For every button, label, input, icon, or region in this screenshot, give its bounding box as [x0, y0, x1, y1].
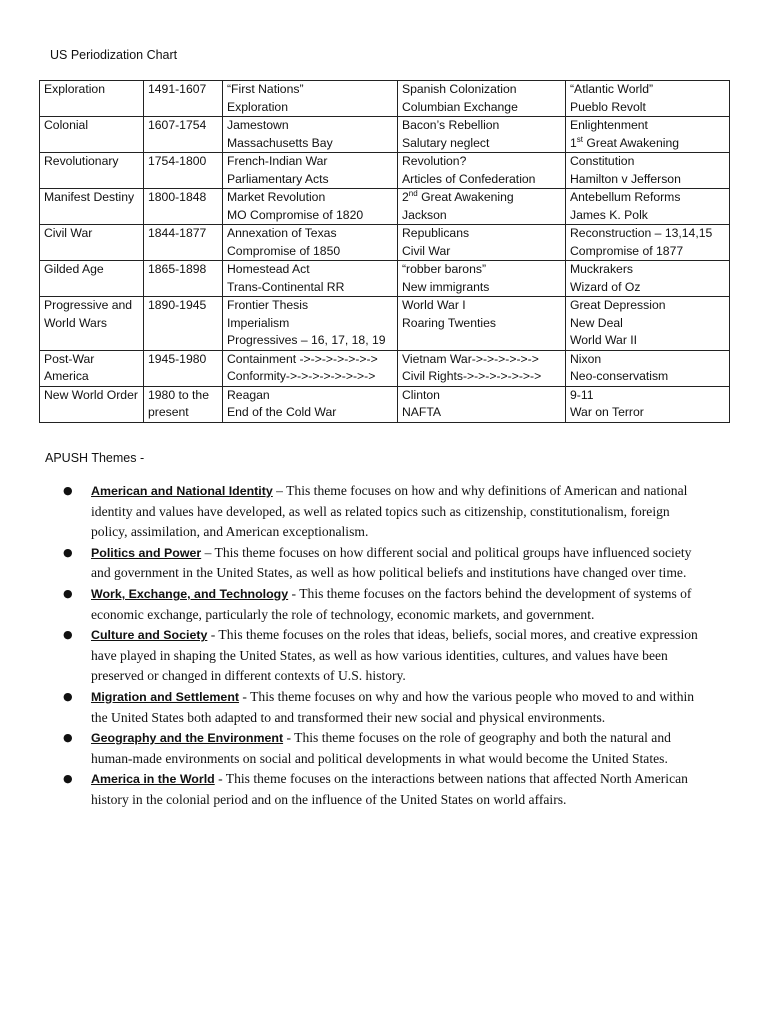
period-dates-cell [144, 117, 223, 153]
period-dates: 1607-1754 [148, 118, 207, 132]
period-col3-cell [223, 297, 398, 351]
theme-name: America in the World [91, 772, 215, 787]
period-event: Roaring Twenties [402, 315, 496, 330]
period-name-cell [40, 189, 144, 225]
theme-description: - This theme focuses on the interactions between nations that affected North American history in the colonial period and on the influence of the United States on world affairs. [91, 771, 688, 807]
theme-item [0, 769, 768, 810]
bullet-icon: ● [63, 731, 73, 745]
period-event: Jackson [402, 207, 447, 222]
period-name-cell [40, 225, 144, 261]
period-event: Civil War [402, 243, 451, 258]
period-col4-cell [398, 350, 566, 386]
period-event: NAFTA [402, 405, 442, 419]
periodization-table [39, 80, 730, 423]
periodization-table-body [40, 81, 730, 423]
period-col5-cell [566, 81, 730, 117]
table-row [40, 350, 730, 386]
theme-description: – This theme focuses on how and why definitions of American and national identity and values have developed, as well as related topics such as citizenship, constitutionalism, foreign policy, assimilation, and American exceptionalism. [91, 483, 688, 540]
period-event: Bacon’s Rebellion [402, 118, 500, 132]
period-event: 2nd Great Awakening [402, 188, 514, 204]
period-event: Articles of Confederation [402, 171, 536, 186]
period-dates: 1800-1848 [148, 190, 207, 204]
period-name-cell [40, 153, 144, 189]
period-col5-cell [566, 261, 730, 297]
period-col5-cell [566, 386, 730, 422]
bullet-icon: ● [63, 484, 73, 497]
period-event: Salutary neglect [402, 135, 490, 150]
theme-description: – This theme focuses on how different social and political groups have influenced society and government in the United States, as well as how political beliefs and institutions have changed over time. [91, 544, 692, 581]
period-event: Progressives – 16, 17, 18, 19 [227, 333, 386, 347]
period-event: Compromise of 1877 [570, 243, 684, 258]
period-event: World War I [402, 298, 466, 312]
bullet-icon: ● [63, 586, 73, 600]
period-event: French-Indian War [227, 154, 328, 168]
table-row [40, 225, 730, 261]
period-event: Homestead Act [227, 262, 310, 276]
period-col3-cell [223, 225, 398, 261]
period-event: Containment ->->->->->->-> [227, 351, 378, 366]
bullet-icon: ● [63, 628, 73, 642]
themes-list [0, 481, 768, 811]
period-col3-cell [223, 386, 398, 422]
period-col3-cell [223, 261, 398, 297]
period-event: 1st Great Awakening [570, 134, 679, 150]
period-event: Compromise of 1850 [227, 243, 341, 258]
period-col4-cell [398, 117, 566, 153]
period-event: Parliamentary Acts [227, 171, 329, 186]
period-col4-cell [398, 81, 566, 117]
period-col4-cell [398, 297, 566, 351]
document-title: US Periodization Chart [50, 48, 178, 62]
period-col4-cell [398, 386, 566, 422]
period-col3-cell [223, 189, 398, 225]
period-col4-cell [398, 261, 566, 297]
period-name-cell [40, 117, 144, 153]
theme-item [0, 728, 768, 769]
period-col3-cell [223, 153, 398, 189]
period-dates-cell [144, 225, 223, 261]
period-event: End of the Cold War [227, 405, 337, 419]
period-event: Imperialism [227, 315, 290, 330]
period-dates: 1945-1980 [148, 351, 207, 366]
period-event: World War II [570, 333, 638, 347]
period-event: New Deal [570, 315, 623, 330]
theme-name: Geography and the Environment [91, 731, 284, 746]
period-dates: 1491-1607 [148, 82, 207, 96]
period-dates-cell [144, 189, 223, 225]
theme-item [0, 625, 768, 687]
period-name: Civil War [44, 226, 93, 240]
period-dates-cell [144, 153, 223, 189]
theme-name: Politics and Power [91, 545, 202, 560]
theme-name: Migration and Settlement [91, 689, 240, 704]
period-col3-cell [223, 350, 398, 386]
period-dates-cell [144, 261, 223, 297]
period-dates-cell [144, 297, 223, 351]
theme-description: - This theme focuses on the role of geography and both the natural and human-made environments on social and political developments in what would become the United States. [91, 730, 671, 766]
period-dates-cell [144, 386, 223, 422]
table-row [40, 117, 730, 153]
period-event: Neo-conservatism [570, 369, 669, 383]
period-col5-cell [566, 297, 730, 351]
period-event: Clinton [402, 387, 440, 402]
table-row [40, 297, 730, 351]
period-col5-cell [566, 153, 730, 189]
period-event: Annexation of Texas [227, 226, 337, 240]
period-event: Trans-Continental RR [227, 279, 345, 294]
period-col4-cell [398, 225, 566, 261]
period-event: Antebellum Reforms [570, 190, 681, 204]
period-event: “First Nations” [227, 82, 304, 96]
table-row [40, 261, 730, 297]
period-name-cell [40, 350, 144, 386]
period-event: New immigrants [402, 279, 490, 294]
period-event: Columbian Exchange [402, 99, 518, 114]
period-col4-cell [398, 189, 566, 225]
period-event: Enlightenment [570, 118, 648, 132]
table-row [40, 153, 730, 189]
themes-heading: APUSH Themes - [45, 451, 145, 465]
period-col3-cell [223, 117, 398, 153]
period-event: “robber barons” [402, 262, 486, 276]
period-col5-cell [566, 189, 730, 225]
period-col5-cell [566, 350, 730, 386]
period-name: Manifest Destiny [44, 190, 135, 204]
period-col4-cell [398, 153, 566, 189]
period-event: Wizard of Oz [570, 279, 641, 294]
table-row [40, 189, 730, 225]
theme-name: American and National Identity [91, 484, 273, 498]
period-event: Civil Rights->->->->->->-> [402, 369, 542, 383]
period-event: Market Revolution [227, 190, 326, 204]
period-name: Exploration [44, 82, 105, 96]
period-name: Post-War America [44, 351, 95, 383]
bullet-icon: ● [63, 772, 73, 786]
period-col5-cell [566, 117, 730, 153]
period-event: Pueblo Revolt [570, 99, 646, 114]
period-name-cell [40, 81, 144, 117]
theme-description: - This theme focuses on the factors behind the development of systems of economic exchange, particularly the role of technology, economic markets, and government. [91, 585, 692, 622]
period-event: Great Depression [570, 298, 666, 312]
period-name-cell [40, 297, 144, 351]
period-event: Vietnam War->->->->->-> [402, 351, 539, 366]
period-dates-cell [144, 350, 223, 386]
period-name-cell [40, 261, 144, 297]
period-event: MO Compromise of 1820 [227, 207, 364, 222]
period-col5-cell [566, 225, 730, 261]
period-col3-cell [223, 81, 398, 117]
period-dates: 1890-1945 [148, 298, 207, 312]
period-name-cell [40, 386, 144, 422]
period-event: Republicans [402, 226, 470, 240]
theme-item [0, 543, 768, 584]
period-name: Revolutionary [44, 154, 119, 168]
period-name: Colonial [44, 118, 89, 132]
period-event: Constitution [570, 154, 635, 168]
period-event: Exploration [227, 99, 288, 114]
bullet-icon: ● [63, 689, 73, 703]
period-event: Jamestown [227, 118, 289, 132]
theme-name: Culture and Society [91, 628, 208, 643]
theme-item [0, 584, 768, 625]
period-event: Reconstruction – 13,14,15 [570, 226, 713, 240]
theme-item [0, 687, 768, 728]
period-event: Conformity->->->->->->->-> [227, 369, 376, 383]
period-event: 9-11 [570, 387, 594, 402]
period-event: “Atlantic World” [570, 82, 654, 96]
bullet-icon: ● [63, 545, 73, 559]
period-event: Reagan [227, 387, 270, 402]
table-row [40, 81, 730, 117]
period-dates-cell [144, 81, 223, 117]
period-name: Gilded Age [44, 262, 104, 276]
period-event: Frontier Thesis [227, 298, 309, 312]
theme-description: - This theme focuses on why and how the various people who moved to and within the United States both adapted to and transformed their new social and physical environments. [91, 688, 695, 725]
period-dates: 1980 to the present [148, 387, 209, 419]
period-event: Nixon [570, 351, 602, 366]
period-name: New World Order [44, 387, 138, 402]
period-event: War on Terror [570, 405, 644, 419]
period-event: James K. Polk [570, 207, 648, 222]
period-dates: 1754-1800 [148, 154, 207, 168]
period-event: Massachusetts Bay [227, 135, 333, 150]
period-dates: 1844-1877 [148, 226, 207, 240]
theme-description: - This theme focuses on the roles that ideas, beliefs, social mores, and creative expression have played in shaping the United States, as well as how various identities, cultures, and values have been preserved or changed in different contexts of U.S. history. [91, 627, 698, 684]
period-name: Progressive and World Wars [44, 298, 133, 330]
period-event: Muckrakers [570, 262, 633, 276]
theme-item [0, 481, 768, 543]
table-row [40, 386, 730, 422]
period-dates: 1865-1898 [148, 262, 207, 276]
period-event: Revolution? [402, 154, 467, 168]
period-event: Spanish Colonization [402, 82, 517, 96]
theme-name: Work, Exchange, and Technology [91, 586, 289, 601]
period-event: Hamilton v Jefferson [570, 171, 681, 186]
